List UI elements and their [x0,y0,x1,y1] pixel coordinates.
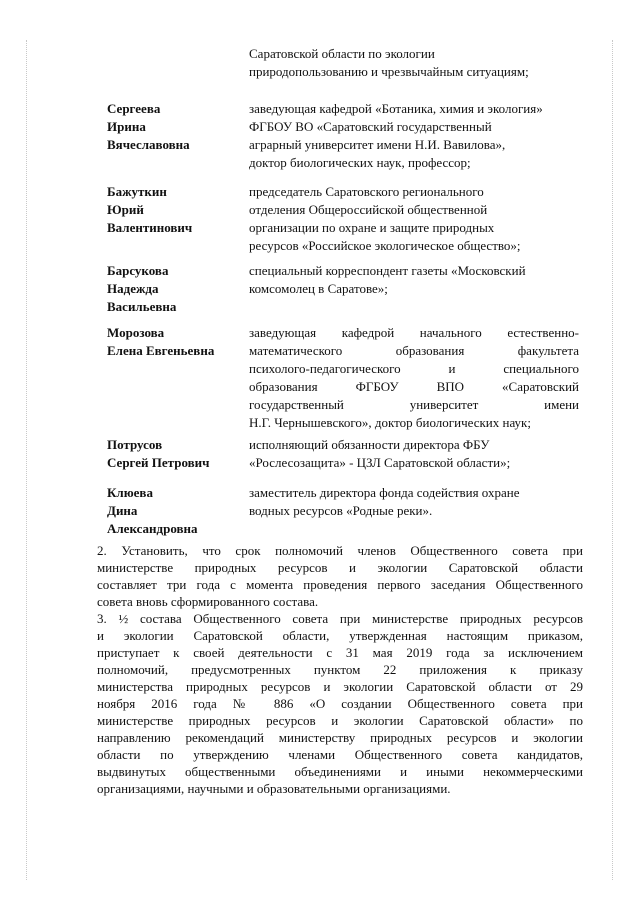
member-description-line: специальный корреспондент газеты «Московский [249,263,526,278]
member-description-line: аграрный университет имени Н.И. Вавилова», [249,137,506,152]
member-description-line: ресурсов «Российское экологическое общество»; [249,238,521,253]
member-description [249,436,579,472]
paragraph-line: составляет три года с момента проведения первого заседания Общественного [97,577,583,592]
scan-edge-right [612,40,614,880]
member-description-line: образования ФГБОУ ВПО «Саратовский [249,379,579,394]
paragraph-line: министерстве природных ресурсов и экологии Саратовской области [97,560,583,575]
member-name-line: Елена Евгеньевна [107,343,215,358]
paragraph-line: полномочий, предусмотренных пунктом 22 приложения к приказу [97,662,583,677]
scan-edge-left [26,40,28,880]
member-name-line: Сергей Петрович [107,455,210,470]
member-description [249,262,579,298]
member-name [107,183,242,237]
paragraph-line: ноября 2016 года № 886 «О создании Общественного совета при [97,696,583,711]
member-name-line: Александровна [107,521,198,536]
member-description [249,324,579,432]
member-name-line: Барсукова [107,263,169,278]
member-name-line: Сергеева [107,101,161,116]
member-description-line: заместитель директора фонда содействия охране [249,485,520,500]
paragraph-line: министерстве природных ресурсов и экологии Саратовской области» по [97,713,583,728]
member-description-line: Н.Г. Чернышевского», доктор биологических наук; [249,415,531,430]
member-description-line: «Рослесозащита» - ЦЗЛ Саратовской области»; [249,455,511,470]
member-description-line: заведующая кафедрой «Ботаника, химия и экология» [249,101,543,116]
continuation-line: природопользованию и чрезвычайным ситуациям; [249,64,529,79]
paragraph-line: направлению рекомендаций министерству природных ресурсов и экологии [97,730,583,745]
member-name-line: Ирина [107,119,146,134]
member-description-line: математического образования факультета [249,343,579,358]
member-description [249,484,579,520]
member-name [107,436,242,472]
paragraph-line: выдвинутых общественными объединениями и иными некоммерческими [97,764,583,779]
member-name [107,100,242,154]
member-name-line: Дина [107,503,138,518]
member-description [249,183,579,255]
member-description-line: исполняющий обязанности директора ФБУ [249,437,490,452]
member-description [249,100,579,172]
member-description-line: председатель Саратовского регионального [249,184,484,199]
paragraph-line: 2. Установить, что срок полномочий членов Общественного совета при [97,543,583,558]
member-name-line: Морозова [107,325,165,340]
member-name-line: Потрусов [107,437,163,452]
member-description-line: психолого-педагогического и специального [249,361,579,376]
member-name [107,324,242,360]
member-name-line: Валентинович [107,220,193,235]
member-description-line: государственный университет имени [249,397,579,412]
member-description-line: заведующая кафедрой начального естественно- [249,325,579,340]
member-description-line: доктор биологических наук, профессор; [249,155,471,170]
member-name-line: Вячеславовна [107,137,190,152]
continuation-line: Саратовской области по экологии [249,46,435,61]
member-name-line: Юрий [107,202,144,217]
paragraph-item-3 [97,610,583,797]
paragraph-line: 3. ½ состава Общественного совета при министерстве природных ресурсов [97,611,583,626]
paragraph-line: и экологии Саратовской области, утвержденная настоящим приказом, [97,628,583,643]
paragraph-item-2 [97,542,583,610]
member-name [107,262,242,316]
paragraph-line: организациями, научными и образовательными организациями. [97,781,451,796]
previous-member-description-continuation [249,45,579,81]
member-description-line: комсомолец в Саратове»; [249,281,388,296]
member-name [107,484,242,538]
paragraph-line: приступает к своей деятельности с 31 мая 2019 года за исключением [97,645,583,660]
paragraph-line: области по утверждению членами Общественного совета кандидатов, [97,747,583,762]
paragraph-line: министерства природных ресурсов и экологии Саратовской области от 29 [97,679,583,694]
member-description-line: организации по охране и защите природных [249,220,495,235]
member-description-line: ФГБОУ ВО «Саратовский государственный [249,119,492,134]
member-description-line: водных ресурсов «Родные реки». [249,503,433,518]
member-name-line: Бажуткин [107,184,167,199]
member-name-line: Васильевна [107,299,177,314]
member-description-line: отделения Общероссийской общественной [249,202,488,217]
member-name-line: Надежда [107,281,159,296]
paragraph-line: совета вновь сформированного состава. [97,594,319,609]
member-name-line: Клюева [107,485,153,500]
